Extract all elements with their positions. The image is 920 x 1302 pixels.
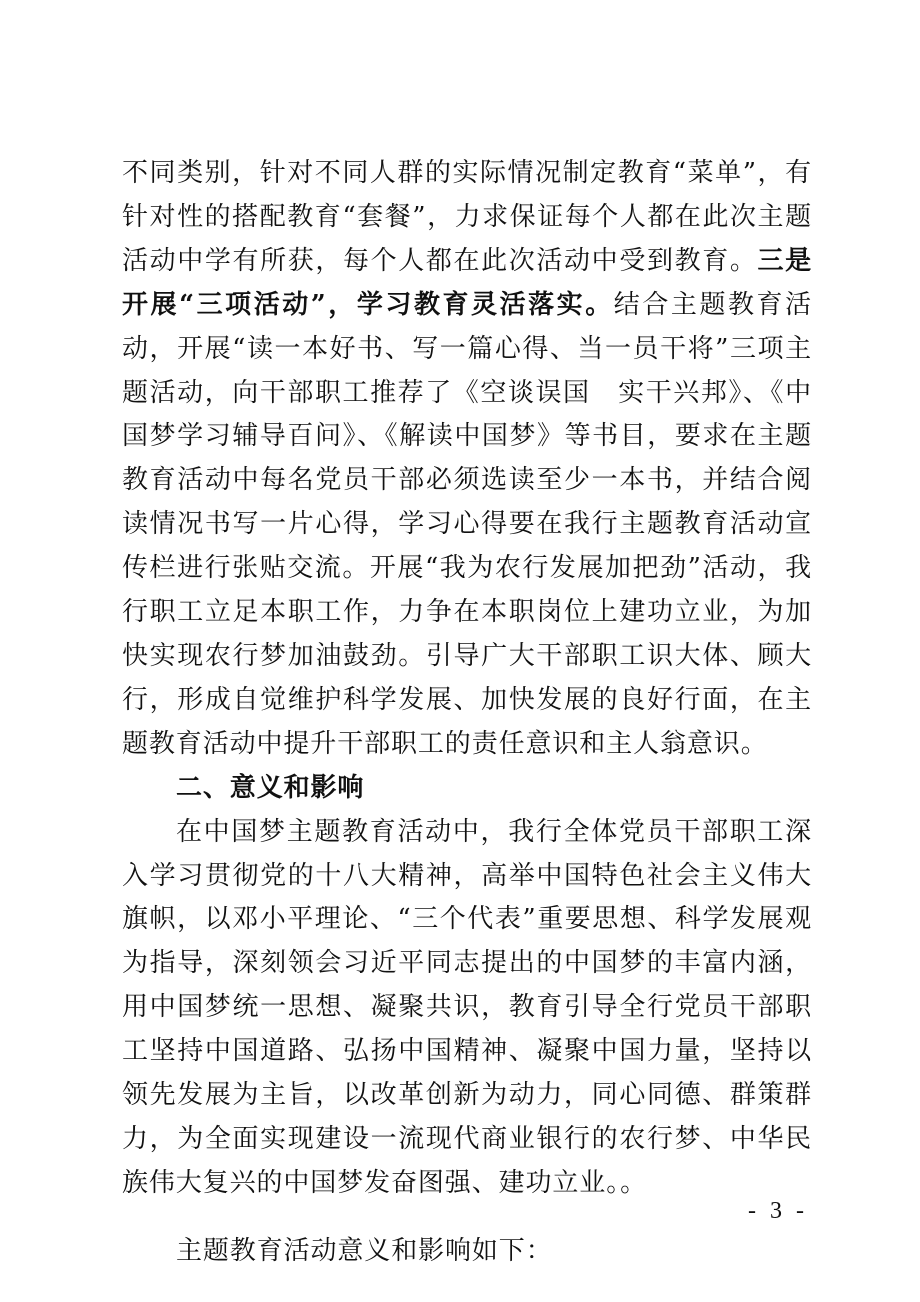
paragraph-text: 不同类别，针对不同人群的实际情况制定教育“菜单”，有针对性的搭配教育“套餐”，力求保证每个人都在此次主题活动中学有所获，每个人都在此次活动中受到教育。 <box>122 158 812 276</box>
page-number: - 3 - <box>748 1198 808 1224</box>
document-body <box>122 152 812 1274</box>
paragraph-significance: 在中国梦主题教育活动中，我行全体党员干部职工深入学习贯彻党的十八大精神，高举中国特色社会主义伟大旗帜，以邓小平理论、“三个代表”重要思想、科学发展观为指导，深刻领会习近平同志提出的中国梦的丰富内涵，用中国梦统一思想、凝聚共识，教育引导全行党员干部职工坚持中国道路、弘扬中国精神、凝聚中国力量，坚持以领先发展为主旨，以改革创新为动力，同心同德、群策群力，为全面实现建设一流现代商业银行的农行梦、中华民族伟大复兴的中国梦发奋图强、建功立业。。 <box>122 816 812 1198</box>
paragraph-intro-list: 主题教育活动意义和影响如下： <box>176 1235 553 1266</box>
paragraph-text-continued: 结合主题教育活动，开展“读一本好书、写一篇心得、当一员干将”三项主题活动，向干部职工推荐了《空谈误国 实干兴邦》、《中国梦学习辅导百问》、《解读中国梦》等书目，要求在主题教育活动中每名党员干部必须选读至少一本书，并结合阅读情况书写一片心得，学习心得要在我行主题教育活动宣传栏进行张贴交流。开展“我为农行发展加把劲”活动，我行职工立足本职工作，力争在本职岗位上建功立业，为加快实现农行梦加油鼓劲。引导广大干部职工识大体、顾大行，形成自觉维护科学发展、加快发展的良好行面，在主题教育活动中提升干部职工的责任意识和主人翁意识。 <box>122 289 812 759</box>
paragraph-activities <box>122 152 812 767</box>
bold-point-three: 三是开展“三项活动”，学习教育灵活落实。 <box>122 245 812 320</box>
section-heading-significance: 二、意义和影响 <box>176 772 365 803</box>
